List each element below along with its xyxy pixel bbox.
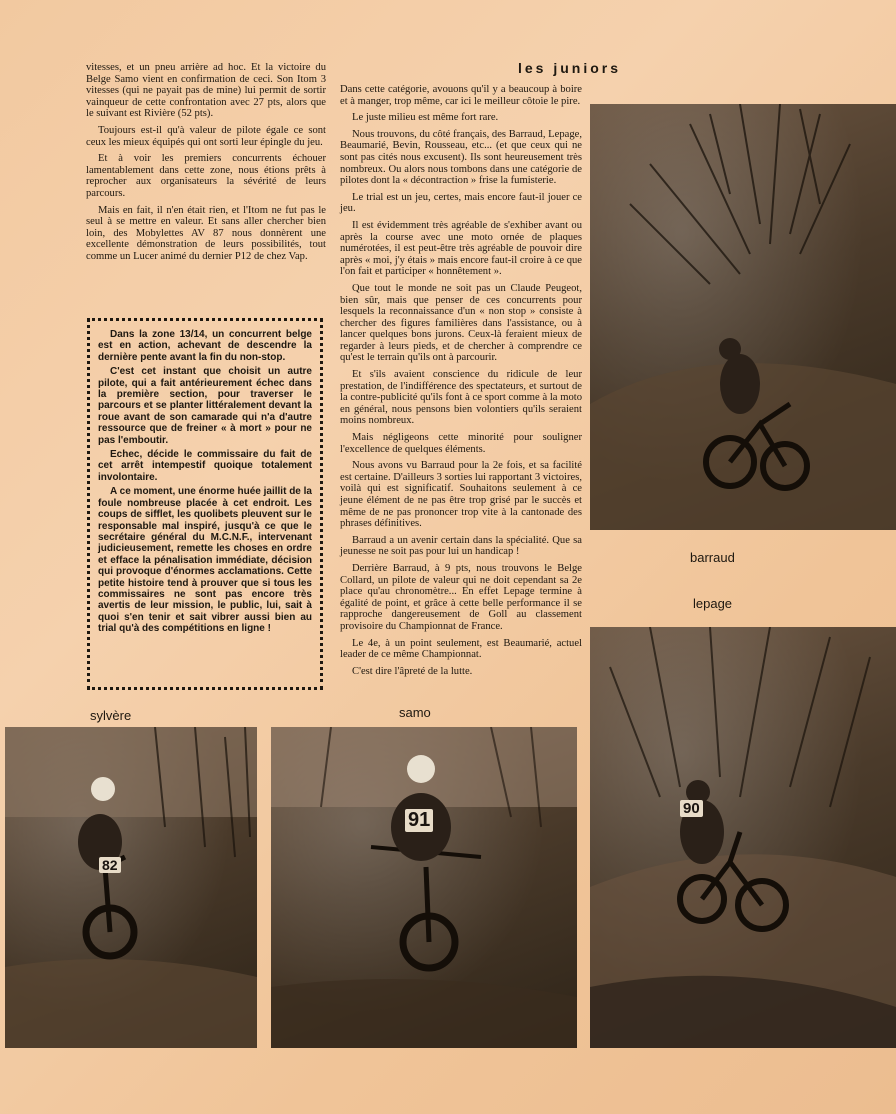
- paragraph: Il est évidemment très agréable de s'exhiber avant ou après la course avec une moto ornée de plaques numérotées, il est peut-être très agréable de pouvoir dire après « moi, j'y étais » mais encore faut-il croire à ce que l'on fait et participer « honnêtement ».: [340, 219, 582, 278]
- paragraph: Derrière Barraud, à 9 pts, nous trouvons le Belge Collard, un pilote de valeur qui ne doit cependant sa 2e place qu'au chronomètre... En effet Lepage termine à égalité de point, et grâce à cette belle performance il se rapproche dangereusement de Goll au classement provisoire du Championnat de France.: [340, 562, 582, 632]
- bib-number: 90: [680, 800, 703, 817]
- paragraph: C'est dire l'âpreté de la lutte.: [352, 665, 473, 677]
- section-title: les juniors: [518, 60, 622, 76]
- paragraph: Le 4e, à un point seulement, est Beaumarié, actuel leader de ce même Championnat.: [340, 637, 582, 661]
- box-paragraph: Dans la zone 13/14, un concurrent belge est en action, achevant de descendre la dernière pente avant la fin du non-stop.: [98, 329, 312, 363]
- paragraph: Le trial est un jeu, certes, mais encore faut-il jouer ce jeu.: [340, 191, 582, 215]
- photo-samo: [271, 727, 577, 1048]
- middle-article-column: [340, 84, 582, 682]
- paragraph: vitesses, et un pneu arrière ad hoc. Et la victoire du Belge Samo vient en confirmation de ceci. Son Itom 3 vitesses (qui ne payait pas de mine) lui permit de sortir vainqueur de cette confrontation avec 27 pts, alors que le suivant est Rivière (52 pts).: [86, 62, 326, 120]
- paragraph: Barraud a un avenir certain dans la spécialité. Que sa jeunesse ne soit pas pour lui un handicap !: [340, 534, 582, 558]
- bib-number: 91: [405, 809, 433, 832]
- caption-barraud: barraud: [690, 550, 735, 565]
- box-paragraph: A ce moment, une énorme huée jaillit de la foule nombreuse placée à cet endroit. Les coups de sifflet, les quolibets pleuvent sur le responsable mal inspiré, jusqu'à ce que le secrétaire général du M.C.N.F., intervenant judicieusement, remette les choses en ordre et efface la pénalisation immédiate, décision qui provoque d'énormes acclamations. Cette petite histoire tend à prouver que si tous les commissaires ne sont pas encore très avertis de leur mission, le public, lui, sait à quoi s'en tenir et sait vibrer aussi bien au trial qu'à des compétitions en ligne !: [98, 486, 312, 635]
- caption-samo: samo: [399, 705, 431, 720]
- paragraph: Nous avons vu Barraud pour la 2e fois, et sa facilité est certaine. D'ailleurs 3 sorties lui rapportant 3 victoires, voilà qui est significatif. Souhaitons seulement à ce jeune élément de ne pas être trop grisé par le succès et même de ne pas prononcer trop vite à la cantonade des phrases définitives.: [340, 460, 582, 530]
- photo-sylvere: [5, 727, 257, 1048]
- bib-number: 82: [99, 857, 121, 873]
- paragraph: Le juste milieu est même fort rare.: [352, 112, 499, 124]
- paragraph: Dans cette catégorie, avouons qu'il y a beaucoup à boire et à manger, trop même, car ici le meilleur côtoie le pire.: [340, 84, 582, 107]
- paragraph: Et à voir les premiers concurrents échouer lamentablement dans cette zone, nous étions prêts à reprocher aux organisateurs la sévérité de leurs parcours.: [86, 153, 326, 199]
- anecdote-box: [87, 318, 323, 690]
- box-paragraph: Echec, décide le commissaire du fait de cet arrêt intempestif quoique totalement involontaire.: [98, 449, 312, 483]
- photo-lepage: [590, 627, 896, 1048]
- paragraph: Mais négligeons cette minorité pour souligner l'excellence de quelques éléments.: [340, 432, 582, 455]
- paragraph: Et s'ils avaient conscience du ridicule de leur prestation, de l'indifférence des spectateurs, et surtout de la contre-publicité qu'ils font à ce sport comme à la moto en général, nous pensons bien volontiers qu'ils seraient moins nombreux.: [340, 369, 582, 427]
- box-paragraph: C'est cet instant que choisit un autre pilote, qui a fait antérieurement échec dans la première section, pour traverser le parcours et se planter littéralement devant la roue avant de son camarade qui n'a d'autre ressource que de freiner « à mort » pour ne pas l'emboutir.: [98, 366, 312, 446]
- caption-lepage: lepage: [693, 596, 733, 611]
- paragraph: Toujours est-il qu'à valeur de pilote égale ce sont ceux les mieux équipés qui ont sorti leur épingle du jeu.: [86, 124, 326, 148]
- paragraph: Que tout le monde ne soit pas un Claude Peugeot, bien sûr, mais que penser de ces concurrents pour lesquels la reconnaissance d'un « non stop » consiste à chercher des figures familières dans l'assistance, ou à lancer quelques bons jurons. Ceux-là feraient mieux de regarder à leurs pieds, et de chercher à comprendre ce qu'est le terrain qu'ils ont à parcourir.: [340, 282, 582, 364]
- paragraph: Nous trouvons, du côté français, des Barraud, Lepage, Beaumarié, Bevin, Rousseau, etc... (et que ceux qui ne sont pas cités nous excusent). Ils sont heureusement très nombreux. Ou alors nous tombons dans une catégorie de pilotes dont la « décontraction » frise la fumisterie.: [340, 128, 582, 187]
- caption-sylvere: sylvère: [90, 708, 132, 723]
- left-article-column: [86, 62, 326, 268]
- paragraph: Mais en fait, il n'en était rien, et l'Itom ne fut pas le seul à se mettre en valeur. Et sans aller chercher bien loin, des Mobylettes AV 87 nous donnèrent une excellente démonstration de leurs possibilités, tout comme un Lucer animé du dernier P12 de chez Vap.: [86, 204, 326, 262]
- photo-barraud: [590, 104, 896, 530]
